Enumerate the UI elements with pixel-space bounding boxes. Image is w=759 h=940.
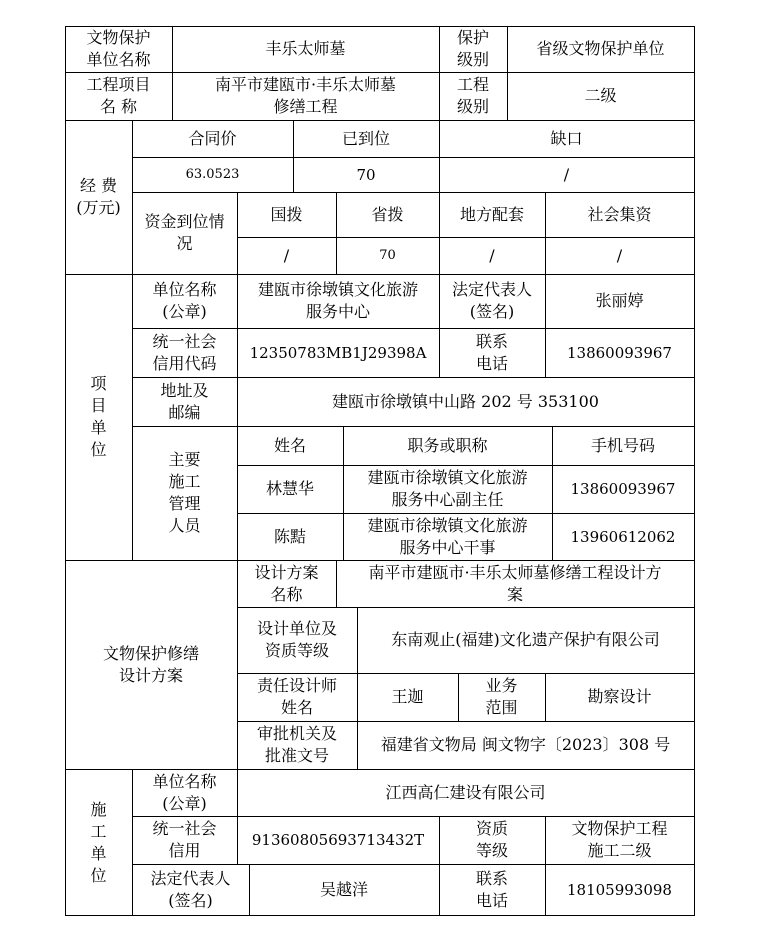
construction-unit-legal-rep-value: 吴越洋	[319, 880, 368, 899]
construction-unit-section-label: 施 工 单 位	[90, 799, 107, 885]
project-unit-contact-label: 联系 电话	[475, 331, 508, 373]
table-grid-line	[132, 769, 133, 916]
protection-level-label: 保护 级别	[456, 28, 489, 69]
manager-name: 陈黠	[273, 526, 306, 546]
project-unit-name-label: 单位名称 (公章)	[152, 280, 217, 321]
approval-value: 福建省文物局 闽文物字〔2023〕308 号	[380, 735, 671, 754]
table-border-line	[65, 26, 695, 27]
funding-status-label: 资金到位情 况	[144, 212, 225, 253]
construction-unit-credit-value: 91360805693713432T	[251, 831, 425, 849]
project-unit-name-value: 建瓯市徐墩镇文化旅游 服务中心	[257, 280, 418, 321]
table-border-line	[694, 26, 695, 916]
table-grid-line	[237, 274, 238, 560]
contract-price-value: 63.0523	[185, 166, 240, 182]
table-grid-line	[545, 673, 546, 721]
business-scope-value: 勘察设计	[587, 687, 652, 706]
project-unit-credit-value: 12350783MB1J29398A	[249, 343, 427, 362]
protected-unit-name-label: 文物保护 单位名称	[86, 28, 151, 69]
table-grid-line	[237, 769, 238, 864]
table-grid-line	[237, 192, 238, 274]
provincial-funding-value: 70	[379, 247, 396, 263]
received-value: 70	[356, 165, 376, 184]
table-grid-line	[458, 673, 459, 721]
table-grid-line	[336, 192, 337, 274]
table-grid-line	[132, 426, 695, 427]
manager-phone: 13960612062	[570, 527, 676, 546]
table-grid-line	[336, 560, 337, 607]
social-funding-value: /	[616, 245, 623, 265]
table-grid-line	[132, 120, 133, 274]
table-grid-line	[132, 864, 695, 865]
designer-label: 责任设计师 姓名	[256, 676, 337, 717]
plan-name-value: 南平市建瓯市·丰乐太师墓修缮工程设计方 案	[368, 562, 662, 604]
table-grid-line	[439, 120, 440, 192]
table-grid-line	[237, 465, 695, 466]
provincial-funding-label: 省拨	[371, 204, 404, 224]
project-unit-address-label: 地址及 邮编	[160, 380, 209, 422]
national-funding-label: 国拨	[270, 204, 303, 224]
table-grid-line	[237, 721, 695, 722]
table-grid-line	[237, 237, 695, 238]
project-unit-address-value: 建瓯市徐墩镇中山路 202 号 353100	[332, 391, 599, 411]
project-grade-label: 工程 级别	[456, 75, 489, 116]
gap-label: 缺口	[550, 128, 583, 148]
funding-section-label: 经 费 (万元)	[76, 176, 121, 217]
design-unit-label: 设计单位及 资质等级	[256, 619, 337, 660]
table-grid-line	[507, 26, 508, 120]
table-grid-line	[293, 120, 294, 192]
project-unit-legal-rep-value: 张丽婷	[595, 291, 644, 310]
table-grid-line	[249, 864, 250, 916]
table-grid-line	[132, 192, 695, 193]
table-grid-line	[439, 274, 440, 377]
received-label: 已到位	[341, 128, 390, 148]
local-funding-label: 地方配套	[459, 204, 524, 224]
table-grid-line	[132, 377, 695, 378]
project-unit-legal-rep-label: 法定代表人 (签名)	[451, 280, 532, 321]
construction-unit-credit-label: 统一社会 信用	[152, 819, 217, 860]
gap-value: /	[563, 164, 570, 184]
manager-phone: 13860093967	[570, 480, 676, 498]
project-grade-value: 二级	[584, 86, 617, 105]
national-funding-value: /	[283, 245, 290, 265]
business-scope-label: 业务 范围	[485, 676, 518, 717]
qualification-label: 资质 等级	[475, 819, 508, 860]
contract-price-label: 合同价	[188, 128, 237, 148]
table-grid-line	[237, 513, 695, 514]
designer-value: 王迦	[391, 687, 424, 706]
table-grid-line	[439, 26, 440, 120]
table-grid-line	[65, 560, 695, 561]
table-grid-line	[132, 816, 695, 817]
construction-unit-contact-label: 联系 电话	[475, 869, 508, 910]
table-grid-line	[545, 274, 546, 377]
table-grid-line	[357, 607, 358, 769]
construction-unit-name-label: 单位名称 (公章)	[152, 771, 217, 813]
manager-title: 建瓯市徐墩镇文化旅游 服务中心干事	[367, 515, 528, 557]
project-unit-contact-value: 13860093967	[567, 343, 672, 362]
table-grid-line	[65, 274, 695, 275]
project-unit-credit-label: 统一社会 信用代码	[152, 331, 217, 373]
design-unit-value: 东南观止(福建)文化遗产保护有限公司	[391, 630, 660, 649]
table-border-line	[65, 915, 695, 916]
table-grid-line	[237, 607, 695, 608]
table-grid-line	[545, 192, 546, 274]
qualification-value: 文物保护工程 施工二级	[571, 819, 668, 860]
table-grid-line	[545, 816, 546, 916]
protection-level-value: 省级文物保护单位	[536, 39, 665, 58]
protected-unit-name-value: 丰乐太师墓	[265, 39, 346, 58]
social-funding-label: 社会集资	[587, 204, 652, 224]
manager-name: 林慧华	[265, 479, 314, 498]
table-grid-line	[439, 192, 440, 274]
approval-label: 审批机关及 批准文号	[256, 724, 337, 765]
table-grid-line	[65, 120, 695, 121]
manager-title: 建瓯市徐墩镇文化旅游 服务中心副主任	[367, 468, 528, 509]
project-name-label: 工程项目 名 称	[86, 75, 151, 116]
table-grid-line	[439, 816, 440, 916]
design-plan-section-label: 文物保护修缮 设计方案	[102, 643, 199, 685]
table-grid-line	[132, 157, 695, 158]
table-grid-line	[172, 26, 173, 120]
local-funding-value: /	[489, 245, 495, 265]
table-grid-line	[343, 426, 344, 560]
table-grid-line	[237, 673, 695, 674]
table-border-line	[65, 26, 66, 916]
table-grid-line	[552, 426, 553, 560]
project-name-value: 南平市建瓯市·丰乐太师墓 修缮工程	[214, 75, 397, 116]
col-title-header: 职务或职称	[407, 435, 488, 455]
table-grid-line	[132, 328, 695, 329]
table-grid-line	[65, 72, 695, 73]
table-grid-line	[132, 274, 133, 560]
col-name-header: 姓名	[273, 435, 306, 455]
col-phone-header: 手机号码	[590, 435, 655, 455]
plan-name-label: 设计方案 名称	[254, 562, 319, 604]
construction-unit-name-value: 江西高仁建设有限公司	[385, 782, 546, 802]
table-grid-line	[237, 560, 238, 769]
construction-unit-legal-rep-label: 法定代表人 (签名)	[150, 869, 231, 910]
managers-label: 主要 施工 管理 人员	[168, 450, 201, 535]
table-grid-line	[65, 769, 695, 770]
construction-unit-contact-value: 18105993098	[567, 881, 672, 899]
project-unit-section-label: 项 目 单 位	[90, 374, 107, 459]
